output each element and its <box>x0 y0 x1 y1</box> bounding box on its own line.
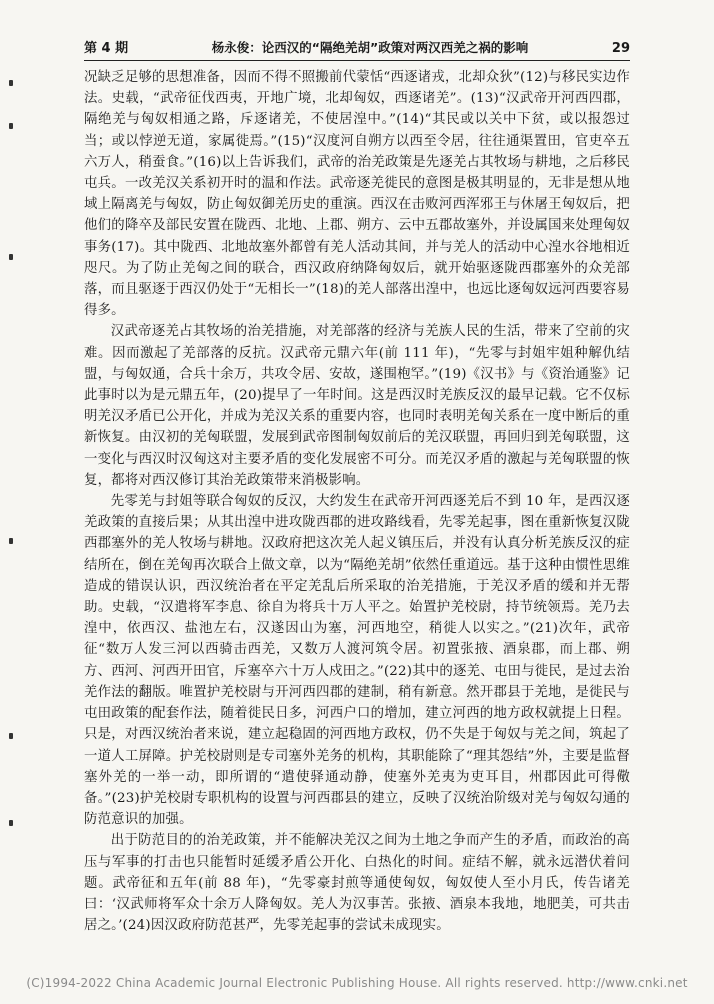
paragraph: 汉武帝逐羌占其牧场的治羌措施，对羌部落的经济与羌族人民的生活，带来了空前的灾难。因而激起了羌部落的反抗。汉武帝元鼎六年(前 111 年)，“先零与封姐牢姐种解仇结盟，与匈奴通，合兵十余万，共攻令居、安故，遂围枹罕。”(19)《汉书》与《资治通鉴》记此事时以为是元鼎五年，(20)提早了一年时间。这是西汉时羌族反汉的最早记载。它不仅标明羌汉矛盾已公开化，并成为羌汉关系的重要内容，也同时表明羌匈关系在一度中断后的重新恢复。由汉初的羌匈联盟，发展到武帝图制匈奴前后的羌汉联盟，再回归到羌匈联盟，这一变化与西汉时汉匈这对主要矛盾的变化发展密不可分。而羌汉矛盾的激起与羌匈联盟的恢复，都将对西汉修订其治羌政策带来消极影响。 <box>84 324 630 488</box>
running-title: 杨永俊：论西汉的“隔绝羌胡”政策对两汉西羌之祸的影响 <box>211 40 529 55</box>
issue-number: 第 4 期 <box>84 41 129 56</box>
running-header <box>84 34 630 56</box>
page-number: 29 <box>611 41 630 56</box>
margin-mark <box>9 820 13 826</box>
margin-mark <box>9 123 13 129</box>
margin-mark <box>9 254 13 260</box>
article-body <box>84 67 630 936</box>
paragraph: 出于防范目的的治羌政策，并不能解决羌汉之间为土地之争而产生的矛盾，而政治的高压与军事的打击也只能暂时延缓矛盾公开化、白热化的时间。症结不解，就永远潜伏着问题。武帝征和五年(前 88 年)，“先零豪封煎等通使匈奴，匈奴使人至小月氏，传告诸羌曰：‘汉武师将军众十余万人降匈奴。羌人为汉事苦。张掖、酒泉本我地，地肥美，可共击居之。’(24)因汉政府防范甚严，先零羌起事的尝试未成现实。 <box>84 833 630 934</box>
margin-mark <box>9 733 13 739</box>
copyright-footer: (C)1994-2022 China Academic Journal Electronic Publishing House. All rights reserved. http://www.cnki.net <box>26 976 688 990</box>
margin-mark <box>9 80 13 86</box>
margin-mark <box>9 538 13 544</box>
paragraph: 况缺乏足够的思想准备，因而不得不照搬前代蒙恬“西逐诸戎，北却众狄”(12)与移民实边作法。史载，“武帝征伐西夷，开地广境，北却匈奴，西逐诸羌”。(13)“汉武帝开河西四郡，隔绝羌与匈奴相通之路，斥逐诸羌，不使居湟中。”(14)“其民或以关中下贫，或以报怨过当；或以悖逆无道，家属徙焉。”(15)“汉度河自朔方以西至令居，往往通渠置田，官吏卒五六万人，稍蚕食。”(16)以上告诉我们，武帝的治羌政策是先逐羌占其牧场与耕地，之后移民屯兵。一改羌汉关系初开时的温和作法。武帝逐羌徙民的意图是极其明显的，无非是想从地域上隔离羌与匈奴，防止匈奴御羌历史的重演。西汉在击败河西浑邪王与休屠王匈奴后，把他们的降卒及部民安置在陇西、北地、上郡、朔方、云中五郡故塞外，并设属国来处理匈奴事务(17)。其中陇西、北地故塞外都曾有羌人活动其间，并与羌人的活动中心湟水谷地相近咫尺。为了防止羌匈之间的联合，西汉政府纳降匈奴后，就开始驱逐陇西郡塞外的众羌部落，而且驱逐于西汉仍处于“无相长一”(18)的羌人部落出湟中，也远比逐匈奴远河西要容易得多。 <box>84 70 630 319</box>
paragraph: 先零羌与封姐等联合匈奴的反汉，大约发生在武帝开河西逐羌后不到 10 年，是西汉逐羌政策的直接后果；从其出湟中进攻陇西郡的进攻路线看，先零羌起事，图在重新恢复汉陇西郡塞外的羌人牧场与耕地。汉政府把这次羌人起义镇压后，并没有认真分析羌族反汉的症结所在，倒在羌匈再次联合上做文章，以为“隔绝羌胡”依然任重道远。基于这种由惯性思维造成的错误认识，西汉统治者在平定羌乱后所采取的治羌措施，于羌汉矛盾的缓和并无帮助。史载，“汉遣将军李息、徐自为将兵十万人平之。始置护羌校尉，持节统领焉。羌乃去湟中，依西汉、盐池左右，汉遂因山为塞，河西地空，稍徙人以实之。”(21)次年，武帝征“数万人发三河以西骑击西羌，又数万人渡河筑令居。初置张掖、酒泉郡，而上郡、朔方、西河、河西开田官，斥塞卒六十万人戍田之。”(22)其中的逐羌、屯田与徙民，是过去治羌作法的翻版。唯置护羌校尉与开河西四郡的建制，稍有新意。然开郡县于羌地，是徙民与屯田政策的配套作法，随着徙民日多，河西户口的增加，建立河西的地方政权就提上日程。只是，对西汉统治者来说，建立起稳固的河西地方政权，仍不失是于匈奴与羌之间，筑起了一道人工屏障。护羌校尉则是专司塞外羌务的机构，其职能除了“理其怨结”外，主要是监督塞外羌的一举一动，即所谓的“遣使驿通动静，使塞外羌夷为吏耳目，州郡因此可得儆备。”(23)护羌校尉专职机构的设置与河西郡县的建立，反映了汉统治阶级对羌与匈奴勾通的防范意识的加强。 <box>84 494 630 828</box>
header-rule <box>84 60 630 61</box>
